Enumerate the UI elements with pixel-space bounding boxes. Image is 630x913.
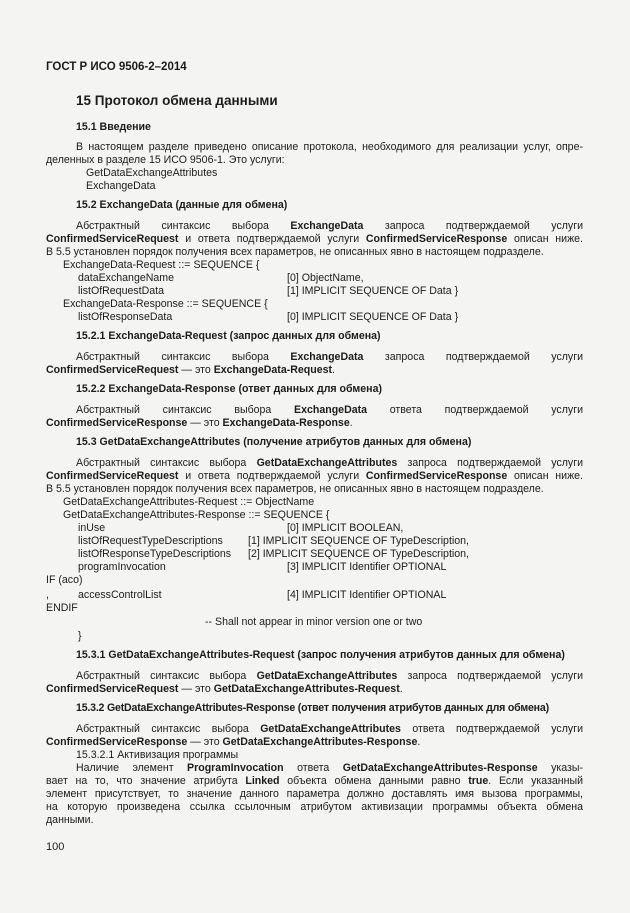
heading-15-2-1: 15.2.1 ExchangeData-Request (запрос данных для обмена): [76, 330, 381, 342]
asn-type: [0] IMPLICIT SEQUENCE OF Data }: [287, 311, 459, 323]
para-15-1-line1: В настоящем разделе приведено описание протокола, необходимого для реализации услуг, опре-: [76, 141, 583, 153]
para-15-3-2-line1: Абстрактный синтаксис выбора GetDataExchangeAttributes ответа подтверждаемой услуги: [76, 723, 583, 735]
para-15-3-2-1-line5: данными.: [46, 814, 94, 826]
asn-field: inUse: [78, 522, 106, 534]
asn-line: GetDataExchangeAttributes-Request ::= ObjectName: [63, 496, 315, 508]
heading-15-2: 15.2 ExchangeData (данные для обмена): [76, 199, 288, 211]
para-15-2-1-line2: ConfirmedServiceRequest — это ExchangeData-Request.: [46, 364, 335, 376]
para-15-3-line3: В 5.5 установлен порядок получения всех параметров, не описанных явно в настоящем подразделе.: [46, 483, 544, 495]
asn-type: [3] IMPLICIT Identifier OPTIONAL: [287, 561, 447, 573]
para-15-3-2-1-line4: на которую произведена ссылка ссылочным атрибутом активизации программы объекта обмена: [46, 801, 583, 813]
asn-field: listOfResponseData: [78, 311, 173, 323]
asn-type: [1] IMPLICIT SEQUENCE OF Data }: [287, 285, 459, 297]
para-15-2-line3: В 5.5 установлен порядок получения всех параметров, не описанных явно в настоящем подразделе.: [46, 246, 544, 258]
asn-line: ExchangeData-Response ::= SEQUENCE {: [63, 298, 268, 310]
asn-type: [2] IMPLICIT SEQUENCE OF TypeDescription,: [248, 548, 469, 560]
asn-if: IF (aco): [46, 574, 83, 586]
para-15-3-line1: Абстрактный синтаксис выбора GetDataExchangeAttributes запроса подтверждаемой услуги: [76, 457, 583, 469]
page-number: 100: [46, 841, 65, 853]
para-15-3-1-line2: ConfirmedServiceRequest — это GetDataExchangeAttributes-Request.: [46, 683, 403, 695]
para-15-1-line2: деленных в разделе 15 ИСО 9506-1. Это услуги:: [46, 154, 285, 166]
para-15-2-1-line1: Абстрактный синтаксис выбора ExchangeData запроса подтверждаемой услуги: [76, 351, 583, 363]
asn-comment: -- Shall not appear in minor version one or two: [205, 616, 423, 628]
para-15-3-2-1-line2: вает на то, что значение атрибута Linked объекта обмена данными равно true. Если указанный: [46, 775, 584, 787]
heading-15-2-2: 15.2.2 ExchangeData-Response (ответ данных для обмена): [76, 383, 382, 395]
para-15-2-line2: ConfirmedServiceRequest и ответа подтверждаемой услуги ConfirmedServiceResponse описан ниже.: [46, 233, 583, 245]
heading-15-3-2: 15.3.2 GetDataExchangeAttributes-Response (ответ получения атрибутов данных для обмена): [76, 702, 549, 714]
service-item-2: ExchangeData: [86, 180, 156, 192]
para-15-3-1-line1: Абстрактный синтаксис выбора GetDataExchangeAttributes запроса подтверждаемой услуги: [76, 670, 583, 682]
para-15-3-2-1-line1: Наличие элемент ProgramInvocation ответа GetDataExchangeAttributes-Response указы-: [76, 762, 584, 774]
standard-header: ГОСТ Р ИСО 9506-2–2014: [46, 61, 187, 73]
para-15-2-2-line1: Абстрактный синтаксис выбора ExchangeData ответа подтверждаемой услуги: [76, 404, 583, 416]
asn-field: accessControlList: [78, 589, 162, 601]
asn-field: dataExchangeName: [78, 272, 174, 284]
para-15-3-2-line2: ConfirmedServiceResponse — это GetDataExchangeAttributes-Response.: [46, 736, 421, 748]
para-15-2-2-line2: ConfirmedServiceResponse — это ExchangeData-Response.: [46, 417, 353, 429]
asn-field: listOfRequestData: [78, 285, 164, 297]
asn-field: listOfResponseTypeDescriptions: [78, 548, 232, 560]
asn-type: [0] IMPLICIT BOOLEAN,: [287, 522, 404, 534]
heading-15-3-1: 15.3.1 GetDataExchangeAttributes-Request (запрос получения атрибутов данных для обмена): [76, 649, 565, 661]
asn-comma: ,: [46, 589, 49, 601]
service-item-1: GetDataExchangeAttributes: [86, 167, 218, 179]
asn-line: ExchangeData-Request ::= SEQUENCE {: [63, 259, 260, 271]
para-15-2-line1: Абстрактный синтаксис выбора ExchangeData запроса подтверждаемой услуги: [76, 220, 583, 232]
asn-line: GetDataExchangeAttributes-Response ::= SEQUENCE {: [63, 509, 330, 521]
asn-type: [0] ObjectName,: [287, 272, 364, 284]
asn-close-brace: }: [78, 630, 82, 642]
para-15-3-line2: ConfirmedServiceRequest и ответа подтверждаемой услуги ConfirmedServiceResponse описан ниже.: [46, 470, 583, 482]
heading-15-3: 15.3 GetDataExchangeAttributes (получение атрибутов данных для обмена): [76, 436, 472, 448]
para-15-3-2-1-line3: элемент присутствует, то значение данного параметра должно доставлять имя вызова программы,: [46, 788, 583, 800]
section-title: 15 Протокол обмена данными: [76, 93, 278, 108]
asn-type: [1] IMPLICIT SEQUENCE OF TypeDescription,: [248, 535, 469, 547]
heading-15-1: 15.1 Введение: [76, 121, 151, 133]
asn-field: programInvocation: [78, 561, 166, 573]
heading-15-3-2-1: 15.3.2.1 Активизация программы: [76, 749, 239, 761]
asn-type: [4] IMPLICIT Identifier OPTIONAL: [287, 589, 447, 601]
asn-endif: ENDIF: [46, 602, 78, 614]
asn-field: listOfRequestTypeDescriptions: [78, 535, 223, 547]
